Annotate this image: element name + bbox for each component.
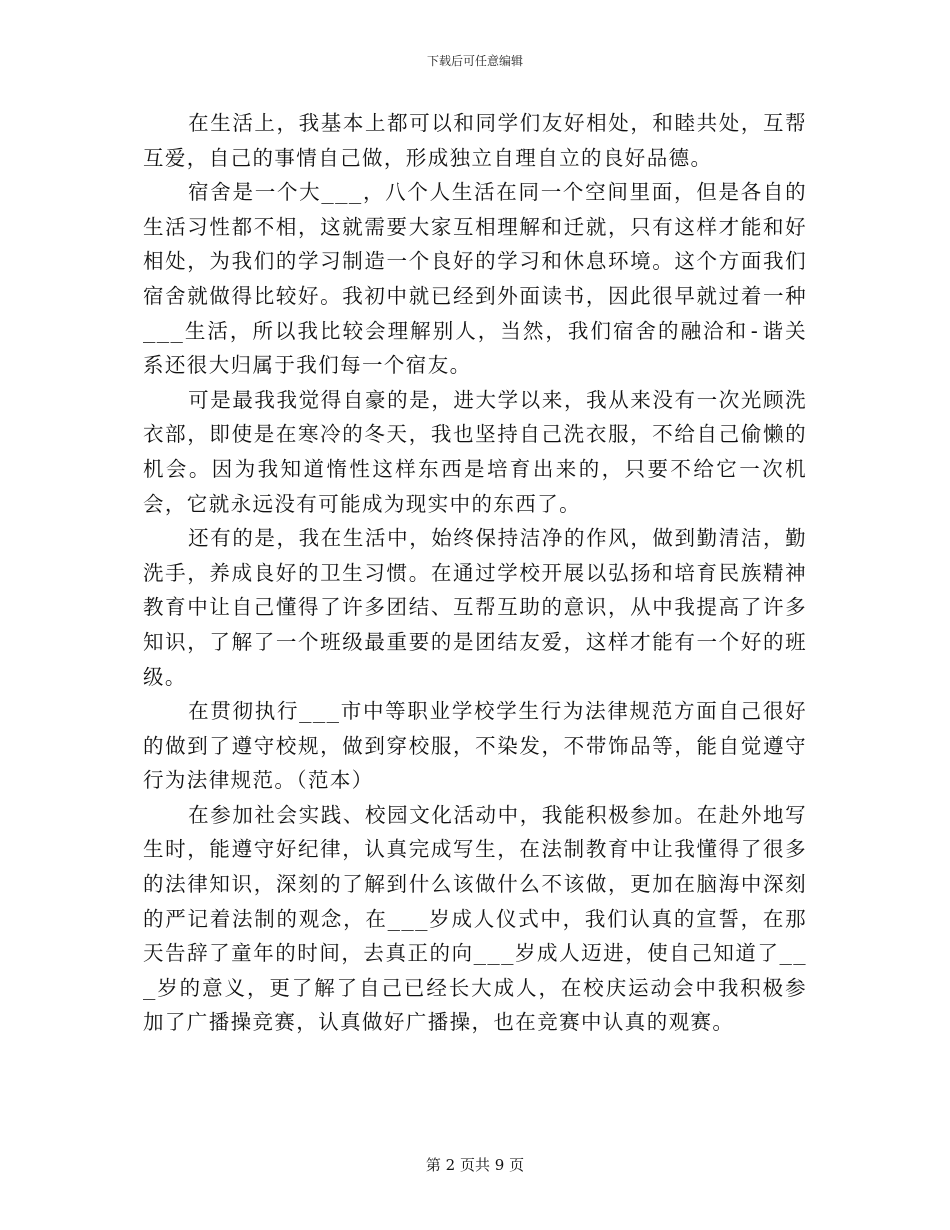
paragraph: 可是最我我觉得自豪的是，进大学以来，我从来没有一次光顾洗衣部，即使是在寒冷的冬天，我也坚持自己洗衣服，不给自己偷懒的机会。因为我知道惰性这样东西是培育出来的，只要不给它一次机会，它就永远没有可能成为现实中的东西了。 bbox=[143, 387, 807, 516]
paragraph: 还有的是，我在生活中，始终保持洁净的作风，做到勤清洁，勤洗手，养成良好的卫生习惯。在通过学校开展以弘扬和培育民族精神教育中让自己懂得了许多团结、互帮互助的意识，从中我提高了许多知识，了解了一个班级最重要的是团结友爱，这样才能有一个好的班级。 bbox=[143, 526, 807, 689]
paragraph: 在参加社会实践、校园文化活动中，我能积极参加。在赴外地写生时，能遵守好纪律，认真完成写生，在法制教育中让我懂得了很多的法律知识，深刻的了解到什么该做什么不该做，更加在脑海中深刻的严记着法制的观念，在___岁成人仪式中，我们认真的宣誓，在那天告辞了童年的时间，去真正的向___岁成人迈进，使自己知道了___岁的意义，更了解了自己已经长大成人，在校庆运动会中我积极参加了广播操竞赛，认真做好广播操，也在竞赛中认真的观赛。 bbox=[143, 802, 807, 1035]
document-body bbox=[143, 106, 807, 1040]
paragraph: 在贯彻执行___市中等职业学校学生行为法律规范方面自己很好的做到了遵守校规，做到穿校服，不染发，不带饰品等，能自觉遵守行为法律规范。（范本） bbox=[143, 699, 807, 793]
paragraph: 宿舍是一个大___，八个人生活在同一个空间里面，但是各自的生活习性都不相，这就需要大家互相理解和迁就，只有这样才能和好相处，为我们的学习制造一个良好的学习和休息环境。这个方面我们宿舍就做得比较好。我初中就已经到外面读书，因此很早就过着一种___生活，所以我比较会理解别人，当然，我们宿舍的融洽和-谐关系还很大归属于我们每一个宿友。 bbox=[143, 180, 807, 378]
page-header: 下载后可任意编辑 bbox=[426, 54, 523, 68]
page-number-footer: 第 2 页共 9 页 bbox=[425, 1156, 525, 1174]
paragraph: 在生活上，我基本上都可以和同学们友好相处，和睦共处，互帮互爱，自己的事情自己做，形成独立自理自立的良好品德。 bbox=[143, 111, 807, 170]
